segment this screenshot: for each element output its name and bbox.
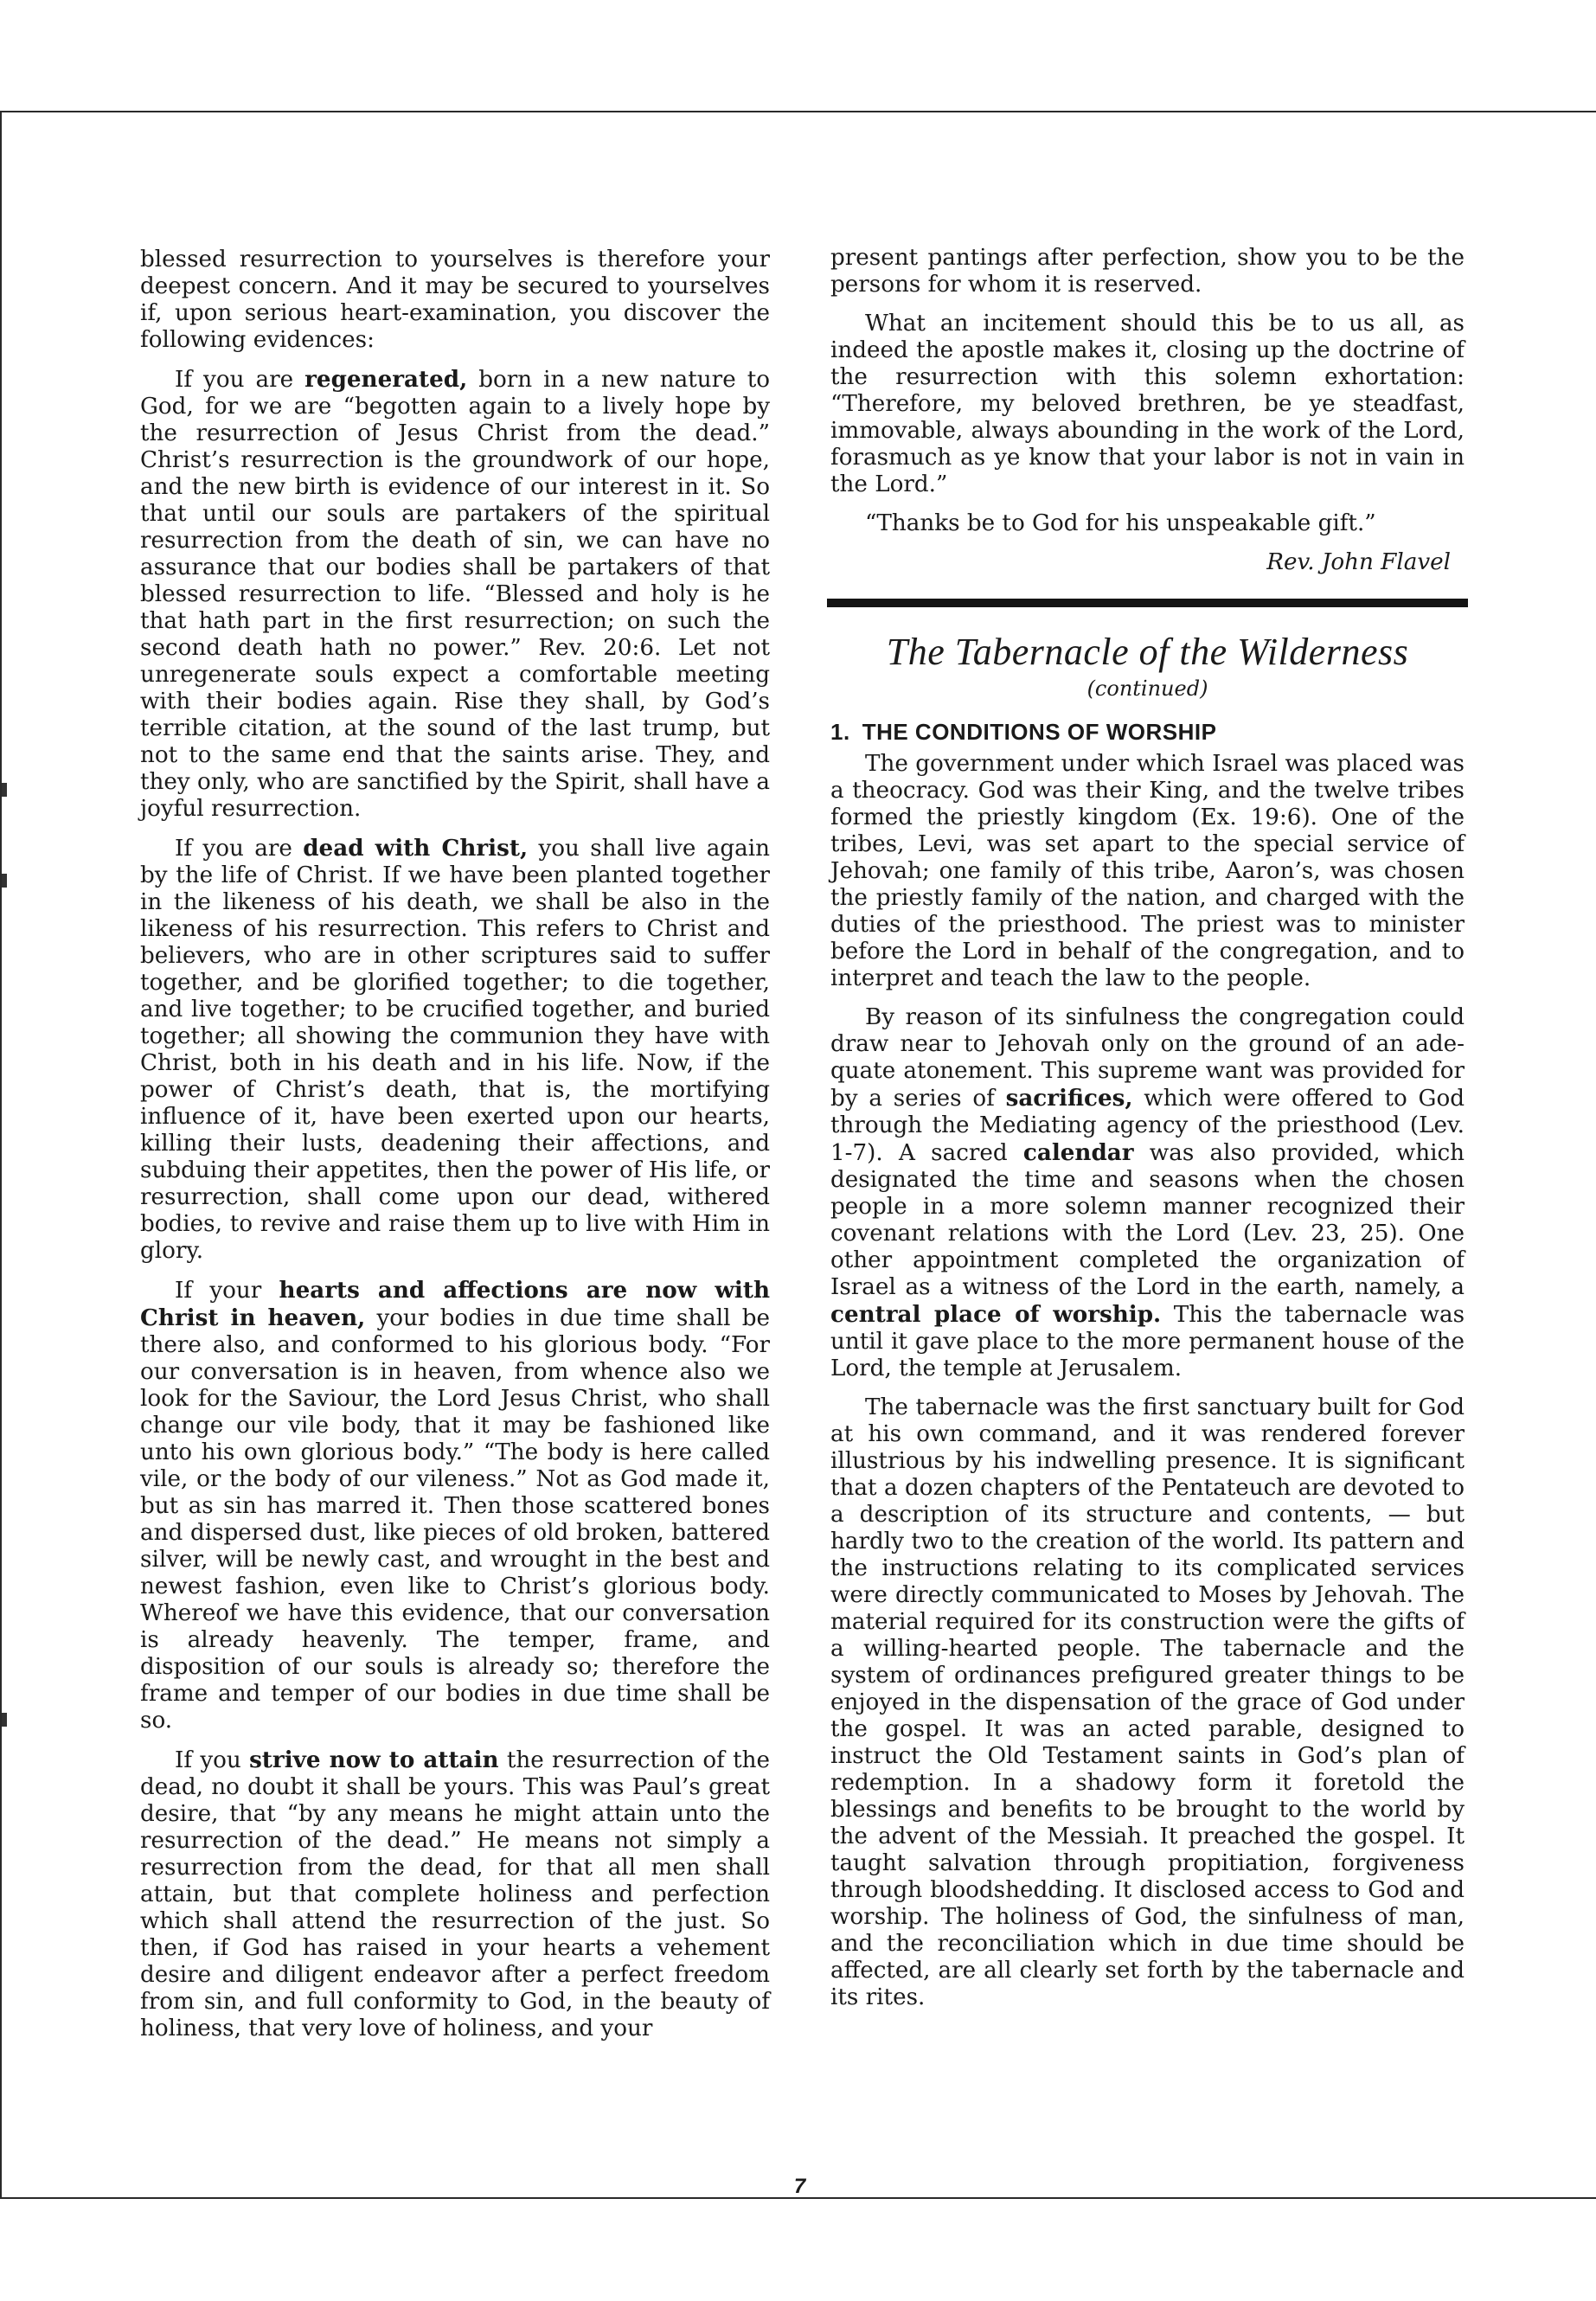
- text-run: you shall live again by the life of Christ. If we have been planted together in the likeness of his death, we shall be also in the likeness of his resurrection. This refers to Christ and believers, who are in other scriptures said to suffer together, and be glorified together; to die together, and live together; to be crucified together, and buried together; all showing the communion they have with Christ, both in his death and in his life. Now, if the power of Christ’s death, that is, the mortifying influence of it, have been exerted upon our hearts, killing their lusts, deadening their affections, and subduing their appetites, then the power of His life, or resurrection, shall come upon our dead, withered bodies, to revive and raise them up to live with Him in glory.: [140, 836, 770, 1264]
- text-run: If you are: [175, 836, 304, 862]
- text-run: which were offered to God through the Mediating agency of the priesthood (Lev. 1-7). A sacred: [830, 1086, 1465, 1166]
- right-column: [830, 245, 1465, 2023]
- binding-mark: [2, 1713, 7, 1727]
- paragraph: [140, 1277, 770, 1734]
- text-run: the resurrection of the dead, no doubt it shall be yours. This was Paul’s great desire, that “by any means he might attain unto the resurrection of the dead.” He means not simply a resurrection from the dead, for that all men shall attain, but that complete holiness and perfection which shall attend the resurrection of the just. So then, if God has raised in your hearts a vehement desire and diligent endeavor after a perfect freedom from sin, and full conformity to God, in the beauty of holiness, that very love of holiness, and your: [140, 1747, 770, 2041]
- paragraph: blessed resurrection to yourselves is therefore your deepest concern. And it may be secured to yourselves if, upon serious heart-examination, you discover the following evidences:: [140, 247, 770, 353]
- section-title: THE CONDITIONS OF WORSHIP: [862, 719, 1217, 745]
- article-subtitle: (continued): [1086, 676, 1208, 701]
- bold-run: regenerated,: [304, 366, 468, 393]
- text-run: If your: [175, 1278, 279, 1304]
- article-title: The Tabernacle of the Wilderness: [886, 631, 1409, 673]
- bold-run: central place of worship.: [830, 1301, 1162, 1328]
- paragraph: present pantings after perfection, show you to be the persons for whom it is reserved.: [830, 245, 1465, 298]
- text-run: This the tabernacle was until it gave place to the more permanent house of the Lord, the temple at Jerusalem.: [830, 1302, 1465, 1381]
- text-run: was also provided, which designated the time and seasons when the chosen people in a more solemn manner recognized their covenant relations with the Lord (Lev. 23, 25). One other appointment completed the organization of Israel as a witness of the Lord in the earth, namely, a: [830, 1140, 1465, 1300]
- bold-run: strive now to attain: [249, 1747, 499, 1773]
- bold-run: calendar: [1022, 1139, 1134, 1166]
- text-run: born in a new nature to God, for we are “begotten again to a lively hope by the resurrection of Jesus Christ from the dead.” Christ’s resurrection is the groundwork of our hope, and the new birth is evidence of our interest in it. So that until our souls are partakers of the spiritual resurrection from the death of sin, we can have no assurance that our bodies shall be partakers of that blessed resurrection to life. “Blessed and holy is he that hath part in the first resurrection; on such the second death hath no power.” Rev. 20:6. Let not unregenerate souls expect a comfortable meeting with their bodies again. Rise they shall, by God’s terrible citation, at the sound of the last trump, but not to the same end that the saints arise. They, and they only, who are sanctified by the Spirit, shall have a joyful resurrection.: [140, 367, 770, 822]
- binding-mark: [2, 874, 7, 888]
- paragraph: What an incitement should this be to us all, as indeed the apostle makes it, closing up the doctrine of the resurrection with this solemn exhortation: “Therefore, my beloved brethren, be ye steadfast, immovable, always abounding in the work of the Lord, forasmuch as ye know that your labor is not in vain in the Lord.”: [830, 311, 1465, 497]
- paragraph: [140, 835, 770, 1265]
- paragraph: [140, 366, 770, 823]
- paragraph: “Thanks be to God for his unspeakable gift.”: [865, 510, 1376, 536]
- text-run: If you: [175, 1747, 250, 1773]
- text-run: If you are: [175, 367, 305, 393]
- page-sheet: [0, 111, 1596, 2199]
- paragraph: [830, 1004, 1465, 1382]
- section-number: 1.: [830, 719, 850, 745]
- bold-run: sacrifices,: [1005, 1085, 1133, 1112]
- section-divider: [827, 599, 1468, 607]
- text-run: By reason of its sinfulness the congregation could draw near to Jehovah only on the ground of an adequate atonement. This supreme want was provided for by a series of: [830, 1004, 1465, 1112]
- text-run: your bodies in due time shall be there also, and conformed to his glorious body. “For our conversation is in heaven, from whence also we look for the Saviour, the Lord Jesus Christ, who shall change our vile body, that it may be fashioned like unto his own glorious body.” “The body is here called vile, or the body of our vileness.” Not as God made it, but as sin has marred it. Then those scattered bones and dispersed dust, like pieces of old broken, battered silver, will be newly cast, and wrought in the best and newest fashion, even like to Christ’s glorious body. Whereof we have this evidence, that our conversation is already heavenly. The temper, frame, and disposition of our souls is already so; therefore the frame and temper of our bodies in due time shall be so.: [140, 1305, 770, 1734]
- paragraph: The government under which Israel was placed was a theocracy. God was their King, and the twelve tribes formed the priestly kingdom (Ex. 19:6). One of the tribes, Levi, was set apart to the special service of Jehovah; one family of this tribe, Aaron’s, was chosen the priestly family of the nation, and charged with the duties of the priesthood. The priest was to minister before the Lord in behalf of the congregation, and to interpret and teach the law to the people.: [830, 751, 1465, 991]
- left-column: [140, 247, 770, 2054]
- paragraph: [140, 1747, 770, 2042]
- author-signature: Rev. John Flavel: [1266, 549, 1451, 575]
- page-number: 7: [793, 2175, 806, 2198]
- binding-mark: [2, 783, 7, 797]
- section-heading: [830, 718, 1465, 746]
- bold-run: hearts and affections are now with Christ in heaven,: [140, 1277, 770, 1331]
- paragraph: The tabernacle was the first sanctuary built for God at his own command, and it was rendered forever illustrious by his indwelling presence. It is significant that a dozen chapters of the Pentateuch are devoted to a description of its structure and contents, — but hardly two to the creation of the world. Its pattern and the instructions relating to its complicated services were directly communicated to Moses by Jehovah. The material required for its construction were the gifts of a willing-hearted people. The tabernacle and the system of ordinances prefigured greater things to be enjoyed in the dispensation of the grace of God under the gospel. It was an acted parable, designed to instruct the Old Testament saints in God’s plan of redemption. In a shadowy form it foretold the blessings and benefits to be brought to the world by the advent of the Messiah. It preached the gospel. It taught salvation through propitiation, forgiveness through bloodshedding. It disclosed access to God and worship. The holiness of God, the sinfulness of man, and the reconciliation which in due time should be affected, are all clearly set forth by the tabernacle and its rites.: [830, 1394, 1465, 2010]
- bold-run: dead with Christ,: [303, 835, 529, 862]
